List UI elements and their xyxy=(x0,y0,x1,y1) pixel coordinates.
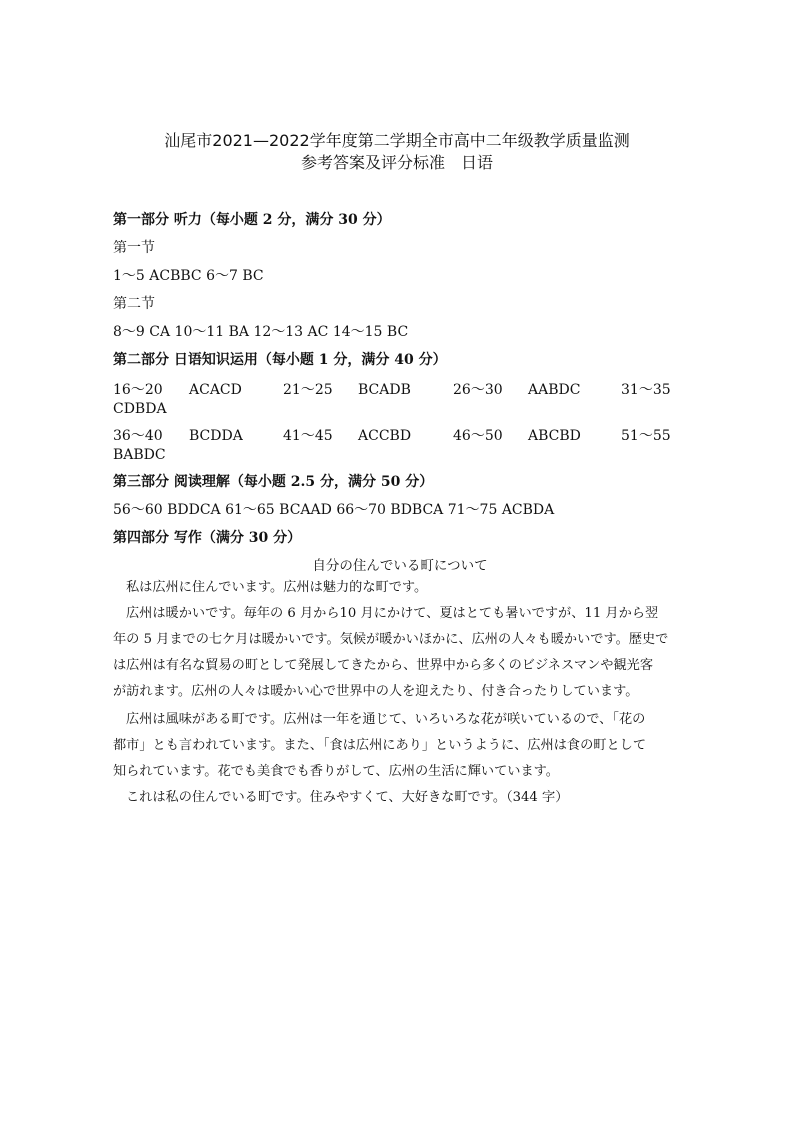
part2-row-2-wrap: BABDC xyxy=(113,447,166,463)
answer-group: ABCBD xyxy=(528,428,581,444)
range-label: 26～30 xyxy=(453,382,503,398)
essay-line: これは私の住んでいる町です。住みやすくて、大好きな町です。（344 字） xyxy=(126,790,569,805)
part3-heading: 第三部分 阅读理解（每小题 2.5 分，满分 50 分） xyxy=(113,474,434,490)
essay-title: 自分の住んでいる町について xyxy=(312,558,488,574)
essay-line: 私は広州に住んでいます。広州は魅力的な町です。 xyxy=(126,580,428,595)
part1-section2-label: 第二节 xyxy=(113,296,155,312)
essay-line: 広州は風味がある町です。広州は一年を通じて、いろいろな花が咲いているので、「花の xyxy=(126,712,646,727)
part3-answers: 56～60 BDDCA 61～65 BCAAD 66～70 BDBCA 71～75 ACBDA xyxy=(113,502,555,518)
part4-heading: 第四部分 写作（满分 30 分） xyxy=(113,530,302,546)
range-label: 31～35 xyxy=(621,382,671,398)
essay-line: 知られています。花でも美食でも香りがして、広州の生活に輝いています。 xyxy=(113,764,559,779)
range-label: 21～25 xyxy=(283,382,333,398)
essay-line: 都市」とも言われています。また、「食は広州にあり」というように、広州は食の町として xyxy=(113,738,647,753)
part1-section2-answers: 8～9 CA 10～11 BA 12～13 AC 14～15 BC xyxy=(113,324,409,340)
essay-line: は広州は有名な貿易の町として発展してきたから、世界中から多くのビジネスマンや観光客 xyxy=(113,658,654,673)
essay-line: が訪れます。広州の人々は暖かい心で世界中の人を迎えたり、付き合ったりしています。 xyxy=(113,684,639,699)
range-label: 36～40 xyxy=(113,428,163,444)
part2-heading: 第二部分 日语知识运用（每小题 1 分，满分 40 分） xyxy=(113,352,447,368)
answer-group: AABDC xyxy=(528,382,581,398)
answer-group: ACCBD xyxy=(358,428,412,444)
essay-line: 広州は暖かいです。毎年の 6 月から10 月にかけて、夏はとても暑いですが、11 月から翌 xyxy=(126,606,659,621)
answer-group: ACACD xyxy=(189,382,242,398)
document-subtitle: 参考答案及评分标准 日语 xyxy=(300,153,493,172)
part2-row-1-wrap: CDBDA xyxy=(113,401,167,417)
document-title: 汕尾市2021—2022学年度第二学期全市高中二年级教学质量监测 xyxy=(164,131,630,150)
part1-section1-answers: 1～5 ACBBC 6～7 BC xyxy=(113,268,264,284)
answer-group: BCDDA xyxy=(189,428,243,444)
answer-group: BCADB xyxy=(358,382,411,398)
range-label: 51～55 xyxy=(621,428,671,444)
part1-section1-label: 第一节 xyxy=(113,240,155,256)
range-label: 41～45 xyxy=(283,428,333,444)
essay-line: 年の 5 月までの七ケ月は暖かいです。気候が暖かいほかに、広州の人々も暖かいです。歴史で xyxy=(113,632,669,647)
part1-heading: 第一部分 听力（每小题 2 分，满分 30 分） xyxy=(113,212,391,228)
range-label: 16～20 xyxy=(113,382,163,398)
range-label: 46～50 xyxy=(453,428,503,444)
